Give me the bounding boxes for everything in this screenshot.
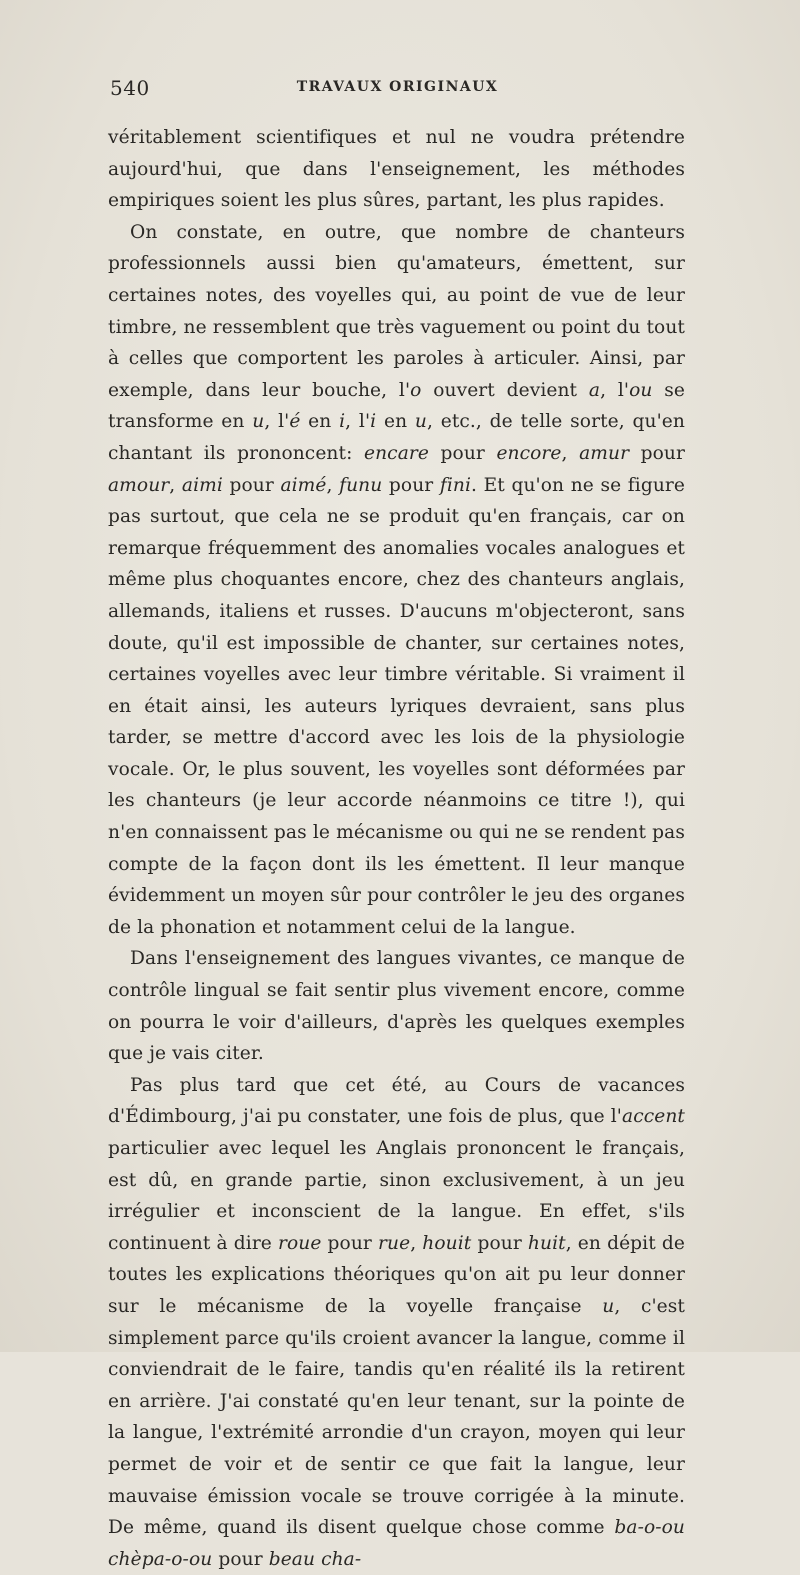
text-run: , [410,1232,423,1254]
text-run: se transforme en [108,379,685,433]
italic-run: a [588,379,601,401]
running-head: TRAVAUX ORIGINAUX [296,79,499,95]
italic-run: ou [629,379,653,401]
text-run: pour [471,1232,528,1254]
paragraph-2 [108,217,685,944]
italic-run: roue [278,1232,322,1254]
italic-run: i [339,411,346,433]
italic-run: u [414,411,427,433]
italic-run: houit [422,1232,472,1254]
text-run: pour [629,442,685,464]
italic-run: o [410,379,422,401]
text-run: , l' [600,379,630,401]
italic-run: encare [364,442,429,464]
text-run: ouvert devient [421,379,589,401]
italic-run: chèpa-o-ou [108,1548,213,1570]
italic-run: amour [108,474,170,496]
text-run: particulier avec lequel les Anglais prononcent le français, est dû, en grande partie, sinon exclusivement, à un jeu irrégulier et inconscient de la langue. En effet, s'ils continuent à dire [108,1138,685,1254]
italic-run: accent [622,1106,685,1128]
italic-run: u [602,1295,615,1317]
italic-run: ba-o-ou [614,1517,685,1539]
page-number: 540 [110,76,150,100]
text-run: , c'est simplement parce qu'ils croient avancer la langue, comme il conviendrait de le faire, tandis qu'en réalité ils la retirent en arrière. J'ai constaté qu'en leur tenant, sur la pointe de la langue, l'extrémité arrondie d'un crayon, moyen qui leur permet de voir et de sentir ce que fait la langue, leur mauvaise émission vocale se trouve corrigée à la minute. De même, quand ils disent quelque chose comme [108,1295,685,1539]
italic-run: aimé [280,474,327,496]
text-run: pour [382,474,440,496]
italic-run: amur [579,442,630,464]
italic-run: huit [527,1232,566,1254]
text-run: pour [212,1548,269,1570]
text-run: pour [428,442,497,464]
italic-run: aimi [181,474,223,496]
text-run: , [561,442,580,464]
text-run: pour [222,474,281,496]
text-run: , l' [264,411,290,433]
text-run: en [376,411,415,433]
text-run: , etc., de telle sorte, qu'en chantant ils prononcent: [108,411,685,464]
body-text [108,122,685,1575]
italic-run: funu [339,474,383,496]
text-run: On constate, en outre, que nombre de chanteurs professionnels aussi bien qu'amateurs, émettent, sur certaines notes, des voyelles qui, au point de vue de leur timbre, ne ressemblent que très vaguement ou point du tout à celles que comportent les paroles à articuler. Ainsi, par exemple, dans leur bouche, l' [108,221,685,401]
text-run: , [169,474,182,496]
text-run: , l' [345,411,371,433]
italic-run: encore [496,442,562,464]
italic-run: beau cha- [268,1548,362,1570]
text-run: , en dépit de toutes les explications théoriques qu'on ait pu leur donner sur le mécanisme de la voyelle française [108,1232,685,1317]
paragraph-3: Dans l'enseignement des langues vivantes, ce manque de contrôle lingual se fait sentir plus vivement encore, comme on pourra le voir d'ailleurs, d'après les quelques exemples que je vais citer. [108,948,685,1065]
text-run: Pas plus tard que cet été, au Cours de vacances d'Édimbourg, j'ai pu constater, une fois de plus, que l' [108,1074,685,1128]
text-run: . Et qu'on ne se figure pas surtout, que cela ne se produit qu'en français, car on remarque fréquemment des anomalies vocales analogues et même plus choquantes encore, chez des chanteurs anglais, allemands, italiens et russes. D'aucuns m'objecteront, sans doute, qu'il est impossible de chanter, sur certaines notes, certaines voyelles avec leur timbre véritable. Si vraiment il en était ainsi, les auteurs lyriques devraient, sans plus tarder, se mettre d'accord avec les lois de la physiologie vocale. Or, le plus souvent, les voyelles sont déformées par les chanteurs (je leur accorde néanmoins ce titre !), qui n'en connaissent pas le mécanisme ou qui ne se rendent pas compte de la façon dont ils les émettent. Il leur manque évidemment un moyen sûr pour contrôler le jeu des organes de la phonation et notamment celui de la langue. [108,474,685,938]
page-header [110,76,685,106]
italic-run: u [252,411,265,433]
paragraph-4 [108,1070,685,1575]
italic-run: i [370,411,377,433]
italic-run: rue [378,1232,411,1254]
text-run: en [300,411,340,433]
paragraph-1: véritablement scientifiques et nul ne voudra prétendre aujourd'hui, que dans l'enseignement, les méthodes empiriques soient les plus sûres, partant, les plus rapides. [108,127,685,212]
text-run: , [326,474,340,496]
text-run: pour [321,1232,379,1254]
italic-run: fini [439,474,472,496]
italic-run: é [289,411,301,433]
